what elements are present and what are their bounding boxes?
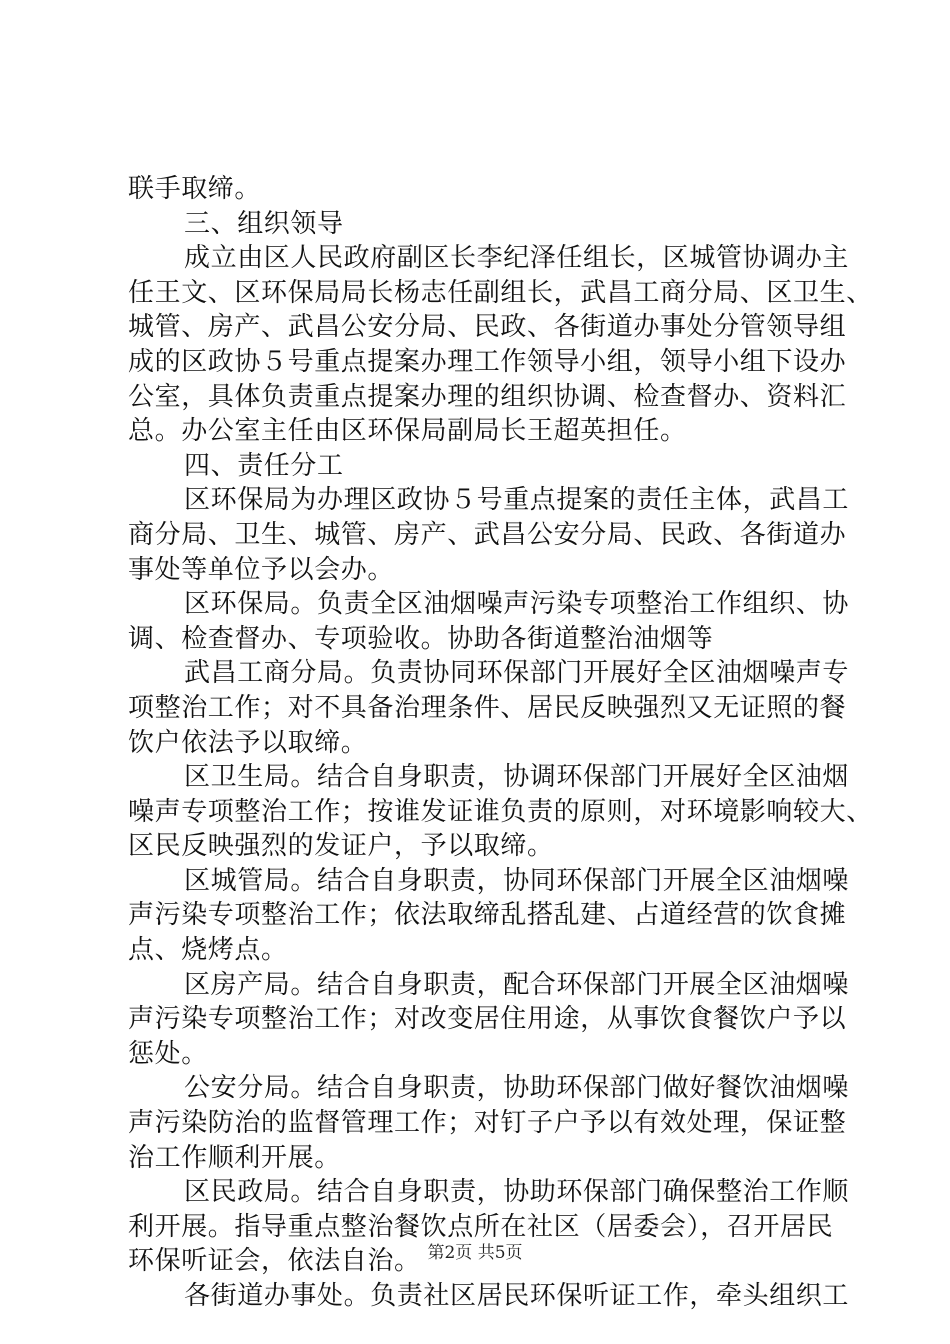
text-line: 武昌工商分局。负责协同环保部门开展好全区油烟噪声专: [184, 658, 850, 689]
text-line: 区卫生局。结合自身职责，协调环保部门开展好全区油烟: [184, 762, 850, 793]
text-line: 声污染专项整治工作；对改变居住用途，从事饮食餐饮户予以: [128, 1004, 847, 1035]
text-line: 总。办公室主任由区环保局副局长王超英担任。: [128, 416, 687, 447]
page-footer: 第2页 共5页: [427, 1243, 523, 1263]
text-line: 饮户依法予以取缔。: [128, 727, 368, 758]
text-line: 区环保局。负责全区油烟噪声污染专项整治工作组织、协: [184, 589, 850, 620]
text-line: 区房产局。结合自身职责，配合环保部门开展全区油烟噪: [184, 969, 850, 1000]
text-line: 区环保局为办理区政协５号重点提案的责任主体，武昌工: [184, 485, 850, 516]
text-line: 成的区政协５号重点提案办理工作领导小组，领导小组下设办: [128, 346, 847, 377]
text-line: 任王文、区环保局局长杨志任副组长，武昌工商分局、区卫生、: [128, 277, 873, 308]
text-line: 四、责任分工: [184, 450, 344, 481]
text-line: 区民政局。结合自身职责，协助环保部门确保整治工作顺: [184, 1177, 850, 1208]
text-line: 公安分局。结合自身职责，协助环保部门做好餐饮油烟噪: [184, 1073, 850, 1104]
text-line: 项整治工作；对不具备治理条件、居民反映强烈又无证照的餐: [128, 692, 847, 723]
text-line: 调、检查督办、专项验收。协助各街道整治油烟等: [128, 623, 714, 654]
document-body: [128, 172, 873, 1314]
text-line: 公室，具体负责重点提案办理的组织协调、检查督办、资料汇: [128, 381, 847, 412]
text-line: 点、烧烤点。: [128, 935, 288, 966]
text-line: 环保听证会，依法自治。: [128, 1246, 421, 1277]
text-line: 城管、房产、武昌公安分局、民政、各街道办事处分管领导组: [128, 312, 847, 343]
text-line: 区城管局。结合自身职责，协同环保部门开展全区油烟噪: [184, 865, 850, 896]
text-line: 噪声专项整治工作；按谁发证谁负责的原则，对环境影响较大、: [128, 796, 873, 827]
text-line: 惩处。: [128, 1038, 208, 1069]
text-line: 商分局、卫生、城管、房产、武昌公安分局、民政、各街道办: [128, 519, 847, 550]
text-line: 区民反映强烈的发证户，予以取缔。: [128, 831, 554, 862]
text-line: 利开展。指导重点整治餐饮点所在社区（居委会），召开居民: [128, 1211, 834, 1242]
text-line: 治工作顺利开展。: [128, 1142, 341, 1173]
text-line: 三、组织领导: [184, 208, 344, 239]
text-line: 联手取缔。: [128, 174, 262, 204]
text-line: 声污染防治的监督管理工作；对钉子户予以有效处理，保证整: [128, 1108, 847, 1139]
text-line: 事处等单位予以会办。: [128, 554, 395, 585]
text-line: 成立由区人民政府副区长李纪泽任组长，区城管协调办主: [184, 243, 850, 274]
text-line: 声污染专项整治工作；依法取缔乱搭乱建、占道经营的饮食摊: [128, 900, 847, 931]
text-line: 各街道办事处。负责社区居民环保听证工作，牵头组织工: [184, 1281, 850, 1311]
